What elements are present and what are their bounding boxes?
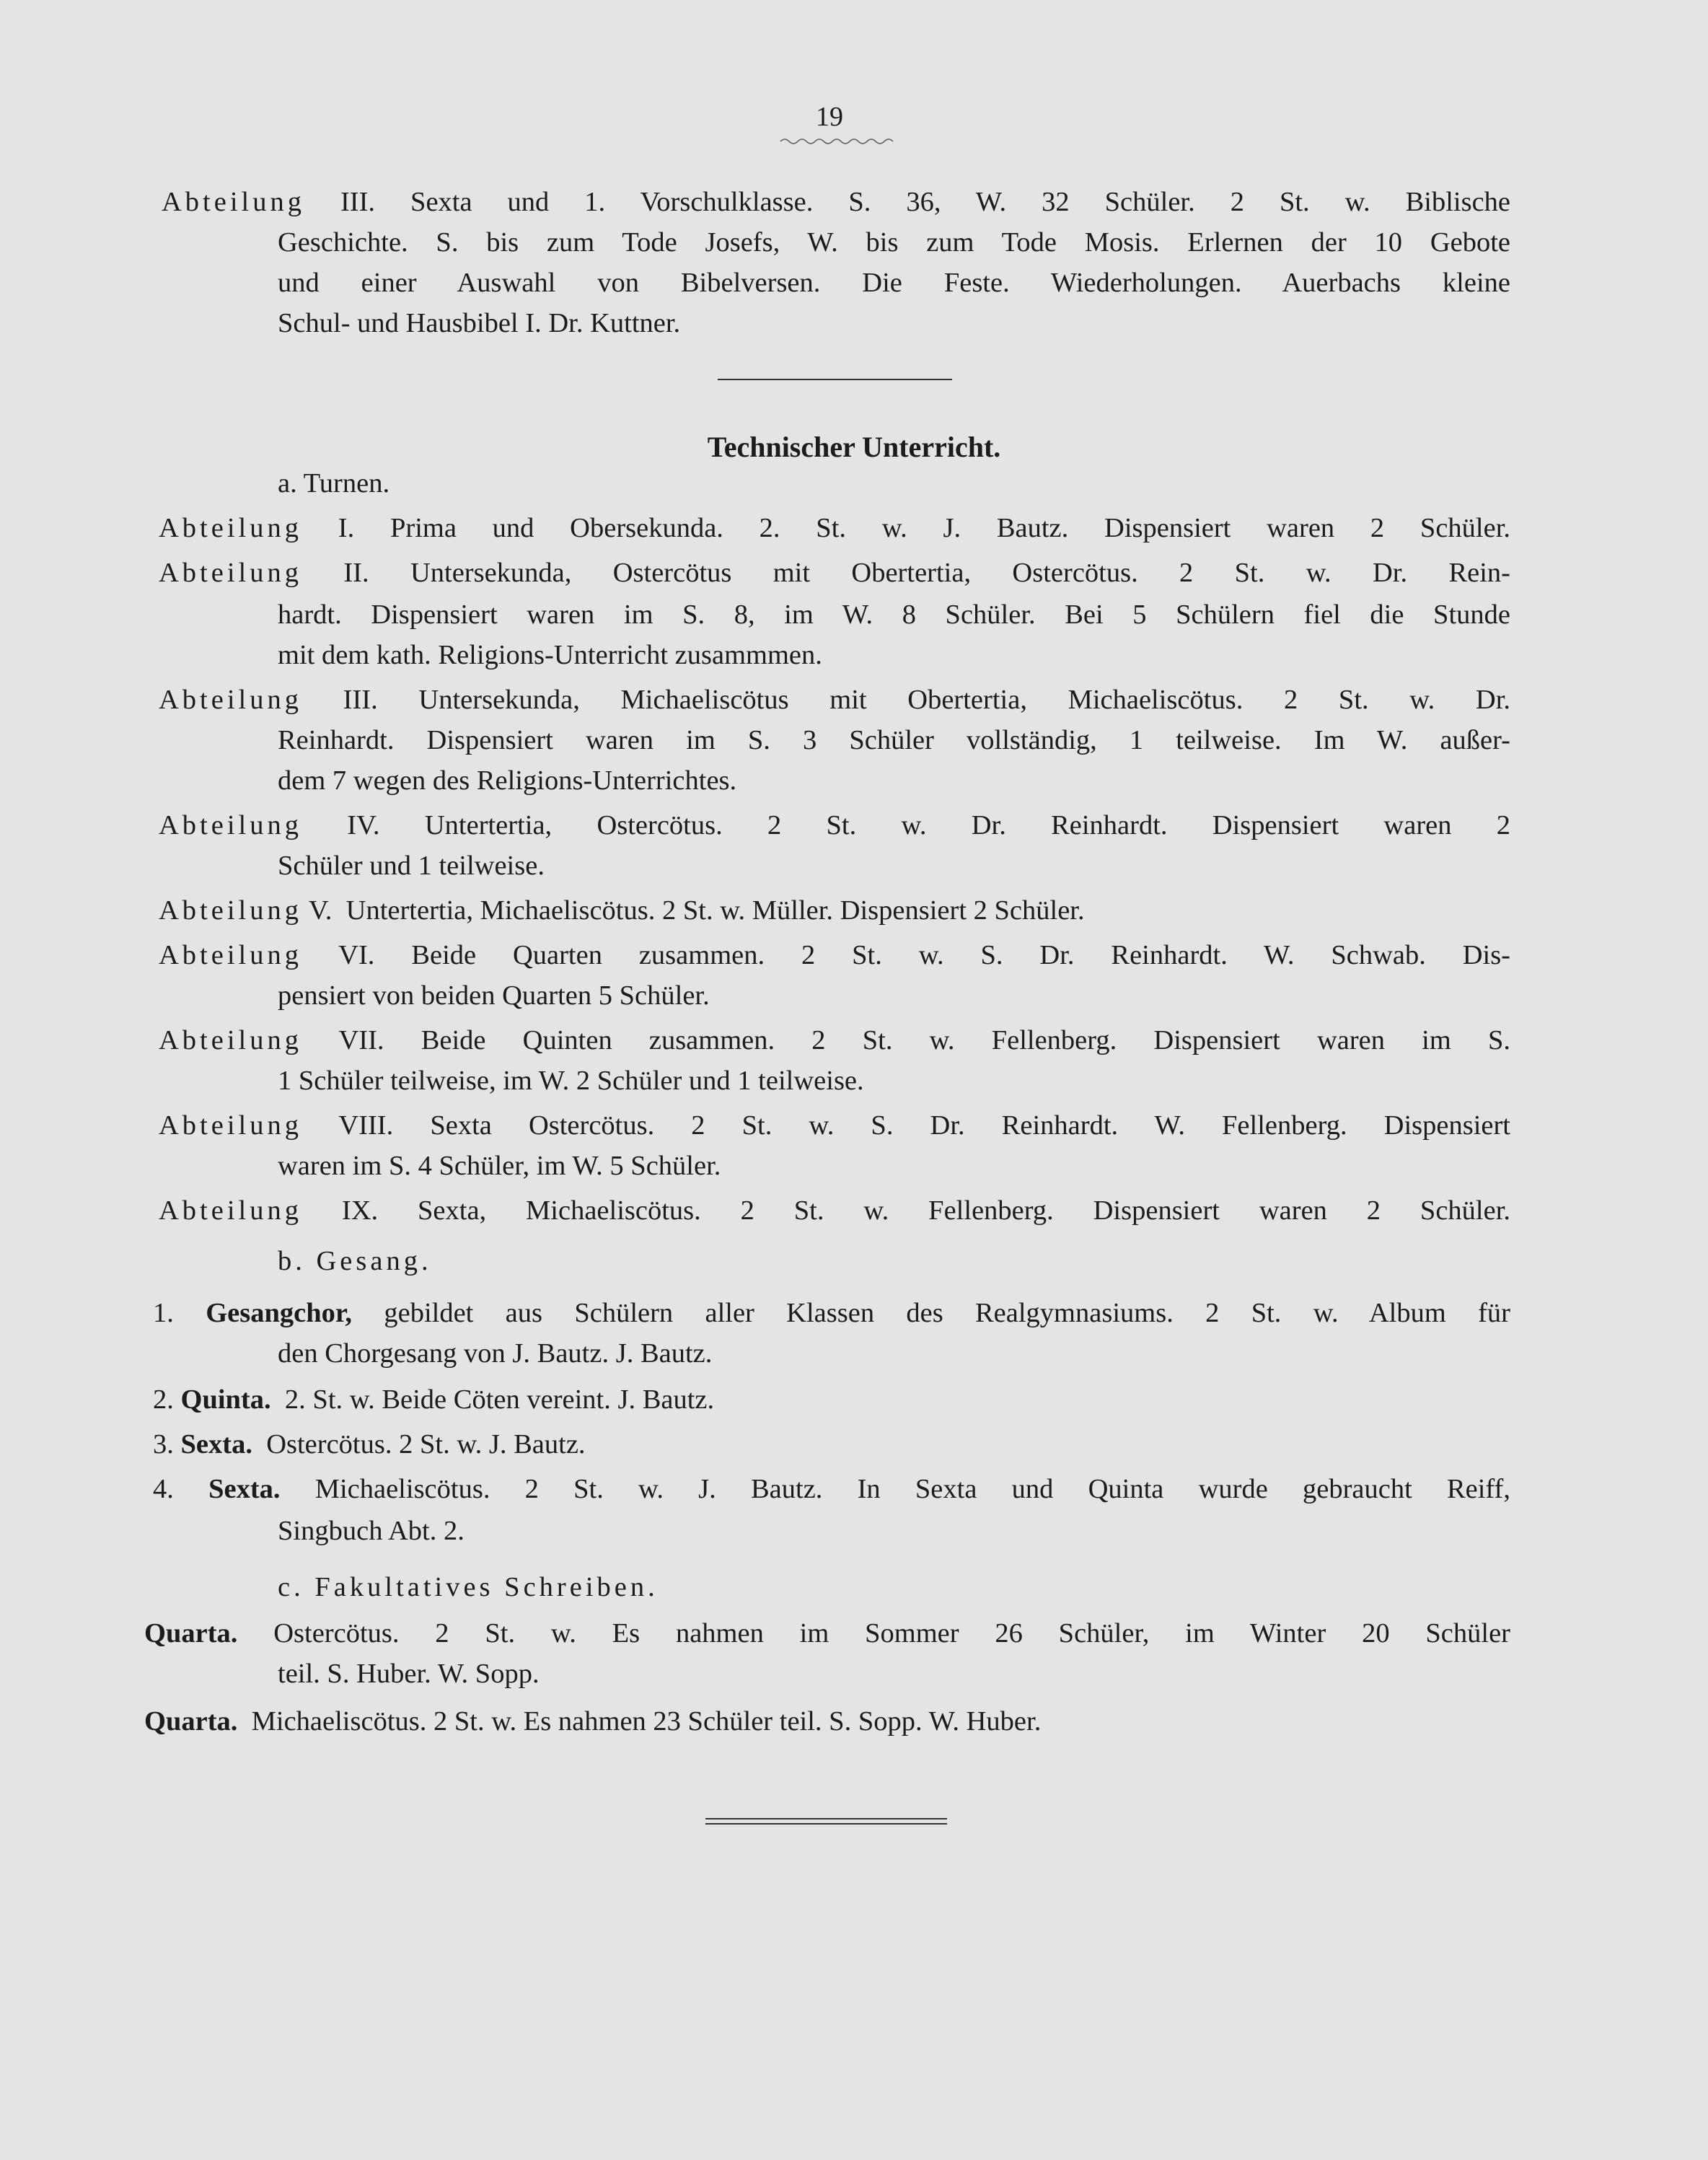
entry-numeral: VII. — [338, 1025, 384, 1055]
schreiben-entry-2 — [144, 1700, 1041, 1744]
gesang-entry-4-line-2: Singbuch Abt. 2. — [278, 1516, 465, 1546]
entry-label: Abteilung — [159, 1195, 302, 1226]
entry-number: 3. — [153, 1429, 174, 1459]
turnen-entry-3-line-3: dem 7 wegen des Religions-Unterrichtes. — [278, 765, 737, 796]
turnen-entry-1 — [159, 506, 1510, 550]
entry-label: Abteilung — [159, 558, 302, 588]
entry-text: Michaeliscötus. 2 St. w. J. Bautz. In Sexta und Quinta wurde gebraucht Reiff, — [314, 1474, 1510, 1504]
turnen-entry-5 — [159, 889, 1085, 933]
entry-name: Quarta. — [144, 1618, 238, 1648]
entry-number: 1. — [153, 1298, 174, 1328]
intro-label: Abteilung — [162, 187, 305, 217]
entry-text: 2. St. w. Beide Cöten vereint. J. Bautz. — [284, 1384, 715, 1415]
turnen-entry-4-line-2: Schüler und 1 teilweise. — [278, 851, 545, 881]
schreiben-entry-1-line-2: teil. S. Huber. W. Sopp. — [278, 1659, 540, 1689]
turnen-entry-2-line-2: hardt. Dispensiert waren im S. 8, im W. 8 Schüler. Bei 5 Schülern fiel die Stunde — [278, 600, 1510, 630]
section-divider — [718, 379, 952, 380]
entry-text: Untersekunda, Ostercötus mit Obertertia, Ostercötus. 2 St. w. Dr. Rein- — [410, 558, 1510, 588]
entry-numeral: IV. — [347, 810, 380, 840]
entry-name: Quinta. — [180, 1384, 271, 1415]
entry-label: Abteilung — [159, 513, 302, 543]
turnen-entry-2 — [159, 551, 1510, 595]
turnen-heading: a. Turnen. — [278, 468, 390, 499]
ornament-squiggle — [779, 137, 894, 146]
entry-numeral: IX. — [341, 1195, 379, 1226]
gesang-entry-1-line-2: den Chorgesang von J. Bautz. J. Bautz. — [278, 1338, 713, 1369]
entry-text: Prima und Obersekunda. 2. St. w. J. Bautz. Dispensiert waren 2 Schüler. — [389, 513, 1511, 543]
intro-line-3: und einer Auswahl von Bibelversen. Die Feste. Wiederholungen. Auerbachs kleine — [278, 268, 1510, 298]
entry-name: Sexta. — [180, 1429, 252, 1459]
schreiben-heading: c. Fakultatives Schreiben. — [278, 1572, 659, 1602]
entry-text: Untersekunda, Michaeliscötus mit Obertertia, Michaeliscötus. 2 St. w. Dr. — [418, 685, 1511, 715]
entry-text: Beide Quarten zusammen. 2 St. w. S. Dr. Reinhardt. W. Schwab. Dis- — [411, 940, 1511, 970]
entry-text: Beide Quinten zusammen. 2 St. w. Fellenberg. Dispensiert waren im S. — [421, 1025, 1510, 1055]
entry-numeral: II. — [343, 558, 369, 588]
entry-number: 2. — [153, 1384, 174, 1415]
turnen-entry-3-line-2: Reinhardt. Dispensiert waren im S. 3 Schüler vollständig, 1 teilweise. Im W. außer- — [278, 725, 1510, 755]
entry-numeral: III. — [343, 685, 378, 715]
entry-name: Gesangchor, — [206, 1298, 353, 1328]
gesang-entry-1 — [153, 1291, 1510, 1335]
intro-line-1 — [162, 180, 1510, 224]
intro-numeral: III. — [340, 187, 376, 217]
entry-text: Untertertia, Michaeliscötus. 2 St. w. Müller. Dispensiert 2 Schüler. — [345, 895, 1085, 926]
intro-line-2: Geschichte. S. bis zum Tode Josefs, W. bis zum Tode Mosis. Erlernen der 10 Gebote — [278, 227, 1510, 258]
entry-label: Abteilung — [159, 895, 302, 926]
entry-label: Abteilung — [159, 1025, 302, 1055]
turnen-entry-8 — [159, 1104, 1510, 1148]
entry-numeral: VI. — [338, 940, 375, 970]
turnen-entry-4 — [159, 804, 1510, 848]
entry-text: Ostercötus. 2 St. w. J. Bautz. — [266, 1429, 586, 1459]
gesang-entry-2 — [153, 1378, 714, 1422]
turnen-entry-7 — [159, 1019, 1510, 1063]
turnen-entry-8-line-2: waren im S. 4 Schüler, im W. 5 Schüler. — [278, 1151, 721, 1181]
entry-label: Abteilung — [159, 810, 302, 840]
entry-label: Abteilung — [159, 1110, 302, 1141]
entry-text: Untertertia, Ostercötus. 2 St. w. Dr. Reinhardt. Dispensiert waren 2 — [424, 810, 1510, 840]
gesang-entry-3 — [153, 1423, 586, 1467]
entry-label: Abteilung — [159, 685, 302, 715]
turnen-entry-3 — [159, 678, 1510, 722]
end-rule-top — [705, 1818, 947, 1819]
page-number: 19 — [816, 102, 843, 132]
entry-numeral: I. — [338, 513, 355, 543]
turnen-entry-6-line-2: pensiert von beiden Quarten 5 Schüler. — [278, 980, 710, 1011]
entry-text: Ostercötus. 2 St. w. Es nahmen im Sommer 26 Schüler, im Winter 20 Schüler — [273, 1618, 1510, 1648]
entry-numeral: V. — [308, 895, 333, 926]
entry-number: 4. — [153, 1474, 174, 1504]
turnen-entry-9 — [159, 1189, 1510, 1233]
turnen-entry-6 — [159, 934, 1510, 978]
intro-line-4: Schul- und Hausbibel I. Dr. Kuttner. — [278, 308, 681, 338]
entry-name: Quarta. — [144, 1706, 238, 1737]
turnen-entry-7-line-2: 1 Schüler teilweise, im W. 2 Schüler und 1 teilweise. — [278, 1066, 864, 1096]
entry-name: Sexta. — [208, 1474, 281, 1504]
turnen-entry-2-line-3: mit dem kath. Religions-Unterricht zusammmen. — [278, 640, 822, 670]
entry-text: Michaeliscötus. 2 St. w. Es nahmen 23 Schüler teil. S. Sopp. W. Huber. — [251, 1706, 1042, 1737]
intro-text-1: Sexta und 1. Vorschulklasse. S. 36, W. 32 Schüler. 2 St. w. Biblische — [410, 187, 1511, 217]
entry-text: Sexta, Michaeliscötus. 2 St. w. Fellenberg. Dispensiert waren 2 Schüler. — [418, 1195, 1511, 1226]
entry-text: Sexta Ostercötus. 2 St. w. S. Dr. Reinhardt. W. Fellenberg. Dispensiert — [430, 1110, 1511, 1141]
end-rule-bottom — [705, 1823, 947, 1825]
gesang-entry-4 — [153, 1467, 1510, 1511]
section-title: Technischer Unterricht. — [707, 431, 1001, 463]
gesang-heading: b. Gesang. — [278, 1246, 432, 1276]
entry-text: gebildet aus Schülern aller Klassen des Realgymnasiums. 2 St. w. Album für — [384, 1298, 1510, 1328]
schreiben-entry-1 — [144, 1612, 1510, 1656]
entry-numeral: VIII. — [338, 1110, 394, 1141]
entry-label: Abteilung — [159, 940, 302, 970]
